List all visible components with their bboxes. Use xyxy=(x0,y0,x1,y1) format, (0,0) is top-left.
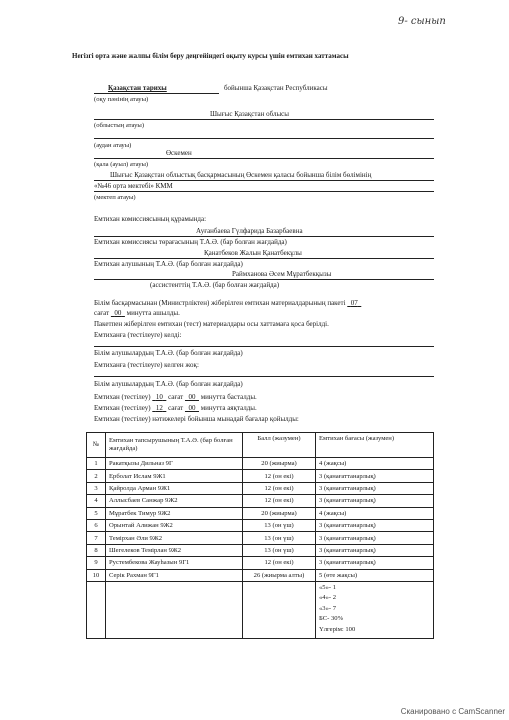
subject-caption: (оқу пәнінің атауы) xyxy=(94,96,149,103)
start-time: Емтихан (тестілеу) 10 сағат 00 минутта басталды. xyxy=(94,393,257,401)
package-line3: Пакетпен жіберілген емтихан (тест) материалдары осы хаттамаға қоса берілді. xyxy=(94,320,329,328)
summary-five: «5»- 1 xyxy=(319,583,337,591)
camscanner-label: Сканировано с CamScanner xyxy=(400,707,505,716)
table-row: 10 Серік Рахман 9Г1 26 (жиырма алты) 5 (өте жақсы) xyxy=(87,569,434,581)
start-hour: 10 xyxy=(155,393,163,401)
district-line xyxy=(94,138,434,139)
commission-member-caption: Емтихан алушының Т.А.Ә. (бар болған жағдайда) xyxy=(94,260,243,268)
table-summary-row xyxy=(87,581,434,638)
absent-line xyxy=(94,376,434,377)
package-line1: Білім басқармасынан (Министрліктен) жіберілген емтихан материалдарының пакеті 07 xyxy=(94,299,358,307)
school-underline1 xyxy=(94,180,434,181)
assistant-line xyxy=(94,279,434,280)
arrived-label: Емтиханға (тестілеуге) келді: xyxy=(94,331,182,339)
end-minute: 00 xyxy=(188,404,196,412)
subject-suffix: бойынша Қазақстан Республикасы xyxy=(224,84,328,92)
absent-caption: Білім алушылардың Т.А.Ә. (бар болған жағдайда) xyxy=(94,380,243,388)
header-score: Балл (жазумен) xyxy=(243,433,316,458)
summary-four: «4»- 2 xyxy=(319,594,337,602)
table-row: 2 Ерболат Ислам 9Ж1 12 (он екі) 3 (қанағаттанарлық) xyxy=(87,470,434,482)
arrived-caption: Білім алушылардың Т.А.Ә. (бар болған жағдайда) xyxy=(94,349,243,357)
results-table xyxy=(86,432,434,639)
school-caption: (мектеп атауы) xyxy=(94,194,136,201)
table-row: 5 Мұратбек Тимур 9Ж2 20 (жиырма) 4 (жақсы) xyxy=(87,507,434,519)
summary-quality: БС- 30% xyxy=(319,615,344,623)
city-value: Өскемен xyxy=(166,149,192,157)
corner-note: 9- сынып xyxy=(398,16,446,27)
school-line1: Шығыс Қазақстан облыстық басқармасының Өскемен қаласы бойынша білім бөлімінің xyxy=(110,171,372,179)
document-title: Негізгі орта және жалпы білім беру деңгейіндегі оқыту курсы үшін емтихан хаттамасы xyxy=(72,52,349,60)
end-hour: 12 xyxy=(155,404,163,412)
commission-chair-caption: Емтихан комиссиясы төрағасының Т.А.Ә. (бар болған жағдайда) xyxy=(94,238,287,246)
absent-label: Емтиханға (тестілеуге) келген жоқ: xyxy=(94,361,199,369)
city-caption: (қала (ауыл) атауы) xyxy=(94,161,149,168)
package-minute: 00 xyxy=(114,309,122,317)
table-row: 8 Шегелеков Темірлан 9Ж2 13 (он үш) 3 (қанағаттанарлық) xyxy=(87,544,434,556)
subject-value: Қазақстан тарихы xyxy=(108,84,167,92)
table-row: 7 Темірхан Әли 9Ж2 13 (он үш) 3 (қанағаттанарлық) xyxy=(87,532,434,544)
end-time: Емтихан (тестілеу) 12 сағат 00 минутта аяқталды. xyxy=(94,404,257,412)
grade-summary xyxy=(316,581,434,638)
start-minute: 00 xyxy=(188,393,196,401)
results-heading: Емтихан (тестілеу) нәтижелері бойынша мынадай бағалар қойылды: xyxy=(94,415,299,423)
commission-assistant-name: Раймханова Әсем Мұратбекқызы xyxy=(232,270,332,278)
subject-line xyxy=(94,93,219,94)
table-row: 3 Қайролда Арман 9Ж1 12 (он екі) 3 (қанағаттанарлық) xyxy=(87,482,434,494)
commission-heading: Емтихан комиссиясының құрамында: xyxy=(94,215,207,223)
package-line2: сағат 00 минутта ашылды. xyxy=(94,309,180,317)
chair-line xyxy=(94,236,434,237)
header-student: Емтихан тапсырушының Т.А.Ә. (бар болған жағдайда) xyxy=(106,433,243,458)
table-row: 4 Аллысбаев Санжар 9Ж2 12 (он екі) 3 (қанағаттанарлық) xyxy=(87,495,434,507)
member-line xyxy=(94,258,434,259)
city-line xyxy=(94,158,434,159)
region-caption: (облыстың атауы) xyxy=(94,122,145,129)
commission-member-name: Қанатбеков Жалын Қанатбекұлы xyxy=(204,249,302,257)
table-row: 1 Ракатқызы Дильназ 9Г 20 (жиырма) 4 (жақсы) xyxy=(87,458,434,470)
table-header-row xyxy=(87,433,434,458)
package-hour: 07 xyxy=(350,299,358,307)
header-number: № xyxy=(87,433,106,458)
region-line xyxy=(94,119,434,120)
school-line2: «№46 орта мектебі» КММ xyxy=(94,182,173,190)
school-underline2 xyxy=(94,191,434,192)
table-row: 9 Рустембекова Жауһазын 9Г1 12 (он екі) 3 (қанағаттанарлық) xyxy=(87,557,434,569)
arrived-line xyxy=(94,346,434,347)
summary-progress: Үлгерім: 100 xyxy=(319,625,356,633)
header-grade: Емтихан бағасы (жазумен) xyxy=(316,433,434,458)
commission-chair-name: Ауғанбаева Гүлфарида Базарбаевна xyxy=(196,227,303,235)
summary-three: «3»- 7 xyxy=(319,604,337,612)
region-value: Шығыс Қазақстан облысы xyxy=(210,110,289,118)
table-row: 6 Орынтай Алижан 9Ж2 13 (он үш) 3 (қанағаттанарлық) xyxy=(87,519,434,531)
commission-assistant-caption: (ассистенттің Т.А.Ә. (бар болған жағдайда) xyxy=(150,281,280,289)
district-caption: (аудан атауы) xyxy=(94,142,132,149)
